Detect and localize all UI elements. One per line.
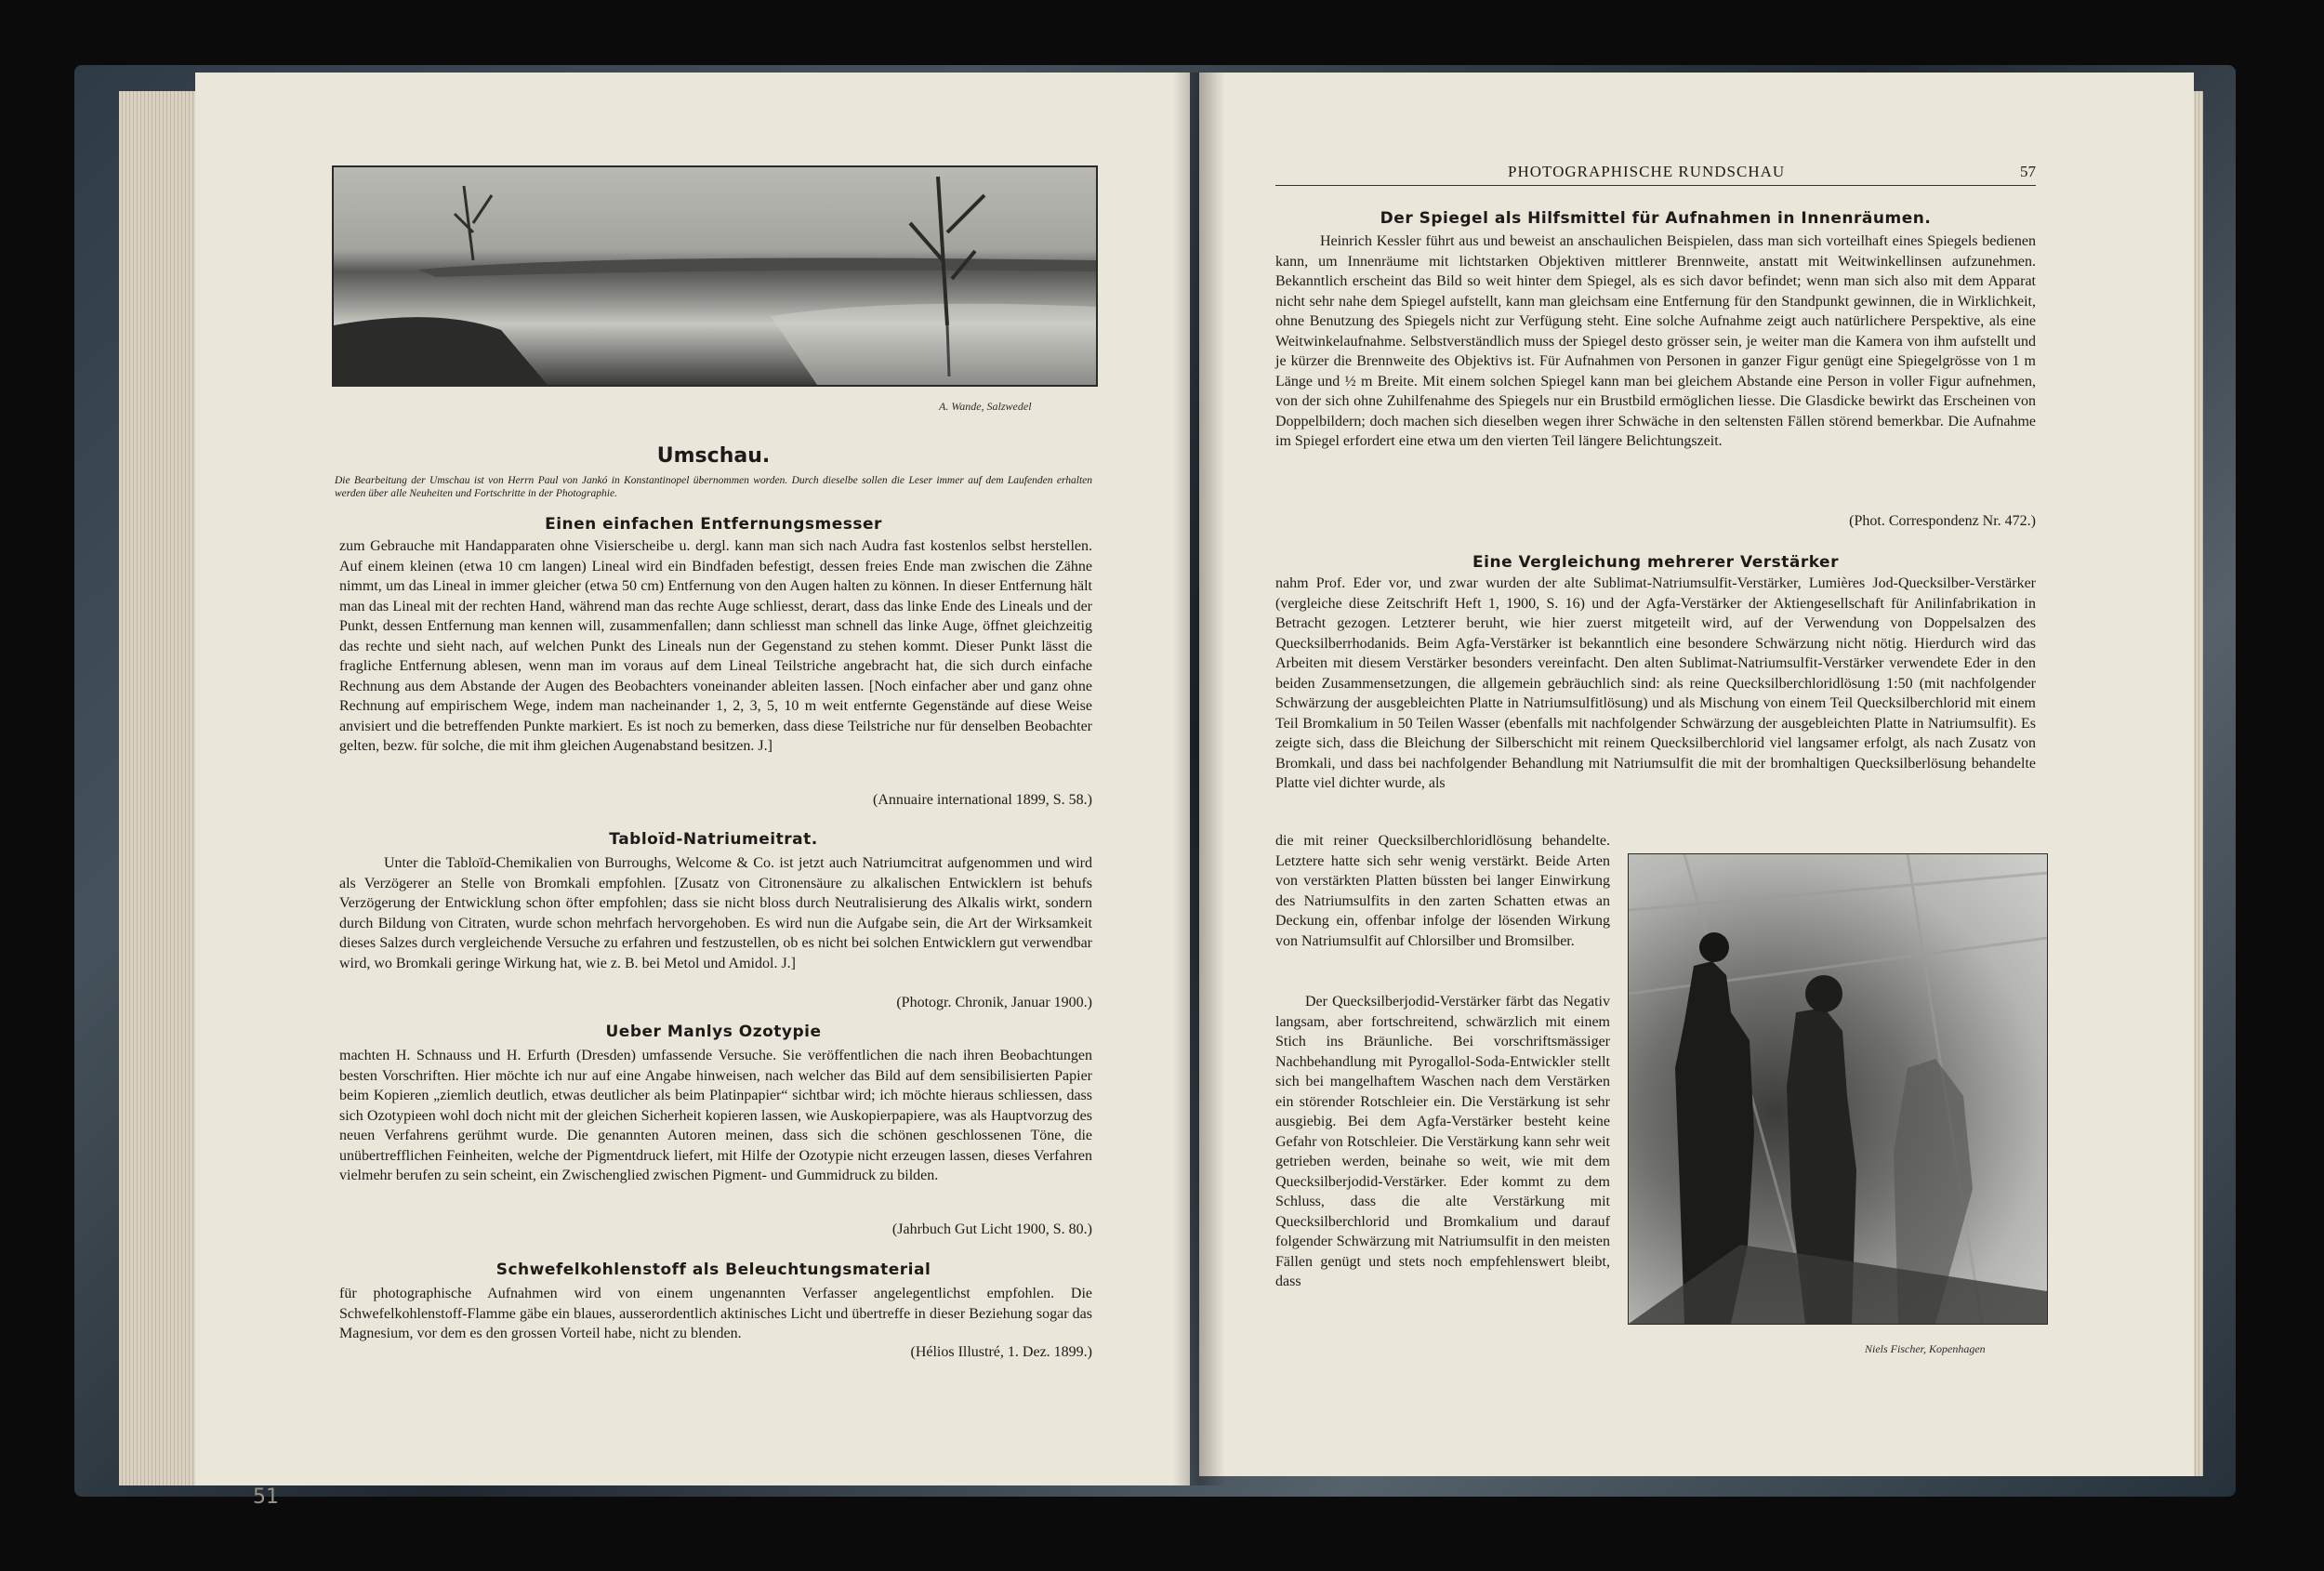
pencil-page-number: 51 [253, 1485, 279, 1509]
article-heading: Ueber Manlys Ozotypie [605, 1023, 822, 1041]
article-source: (Jahrbuch Gut Licht 1900, S. 80.) [891, 1221, 1092, 1237]
article-body: Unter die Tabloïd-Chemikalien von Burroughs, Welcome & Co. ist jetzt auch Natriumcitrat aufgenommen und wird als Verzögerer an Stelle von Bromkali empfohlen. [Zusatz von Citronensäure zu alkalischen Entwicklern ist behufs Verzögerung der Entwicklung schon öfter empfohlen; dass sie nicht bloss durch Neutralisierung des Alkalis wirkt, sondern durch Bildung von Citraten, wurde schon mehrfach hervorgehoben. Es wird nun die Aufgabe sein, die Art der Wirksamkeit dieses Salzes durch vergleichende Versuche zu erfahren und festzustellen, ob es nicht bei solchen Entwicklern gut verwendbar wird, wo Bromkali geringe Wirkung hat, wie z. B. bei Metol und Amidol. J.] [339, 855, 1092, 971]
article-body-column: Der Quecksilberjodid-Verstärker färbt das Negativ langsam, aber fortschreitend, schwärzlich mit einem Stich ins Bräunliche. Bei vorschriftsmässiger Nachbehandlung mit Pyrogallol-Soda-Entwickler stellt sich bei mangelhaftem Waschen nach dem Verstärken ein störender Rotschleier ein. Die Verstärkung ist sehr ausgiebig. Bei dem Agfa-Verstärker besteht keine Gefahr von Rotschleier. Die Verstärkung kann sehr weit getrieben werden, beinahe so weit, wie mit dem Quecksilberjodid-Verstärker. Eder kommt zu dem Schluss, dass die alte Verstärkung mit Quecksilberchlorid und Bromkalium und darauf folgender Schwärzung mit Natriumsulfit in den meisten Fällen genügt und stets noch empfehlenswert bleibt, dass [1275, 994, 1610, 1289]
section-title: Umschau. [656, 444, 771, 468]
page-number: 57 [2020, 163, 2036, 180]
article-source: (Annuaire international 1899, S. 58.) [873, 792, 1092, 808]
article-body: Heinrich Kessler führt aus und beweist an anschaulichen Beispielen, dass man sich vorteilhaft eines Spiegels bedienen kann, um Innenräume mit lichtstarken Objektiven mittlerer Brennweite, anstatt mit Weitwinkellinsen aufzunehmen. Bekanntlich erscheint das Bild so weit hinter dem Spiegel, als es sich davor befindet; wenn man sich also mit dem Apparat nicht sehr nahe dem Spiegel aufstellt, kann man gleichsam eine Entfernung für den Standpunkt gewinnen, die in Wirklichkeit, ohne Benutzung des Spiegels nicht zur Verfügung steht. Eine solche Aufnahme zeigt auch natürlichere Perspektive, als eine Weitwinkelaufnahme. Selbstverständlich muss der Spiegel desto grösser sein, je weiter man die Kamera von ihm aufstellt und je kürzer die Brennweite des Objektivs ist. Für Aufnahmen von Personen in ganzer Figur genügt eine Spiegelgrösse von 1 m Länge und ½ m Breite. Mit einem solchen Spiegel kann man bei gleichem Abstande eine Person in voller Figur aufnehmen, von der sich ohne Zuhilfenahme des Spiegels nur ein Brustbild ermöglichen liesse. Die Glasdicke bewirkt das Erscheinen von Doppelbildern; doch machen sich dieselben wegen ihrer Schwäche in den seltensten Fällen störend bemerkbar. Die Aufnahme im Spiegel erfordert eine etwa um den vierten Teil längere Belichtungszeit. [1275, 233, 2036, 449]
article-source: (Photogr. Chronik, Januar 1900.) [896, 995, 1092, 1010]
article-heading: Eine Vergleichung mehrerer Verstärker [1472, 553, 1839, 572]
article-heading: Der Spiegel als Hilfsmittel für Aufnahmen in Innenräumen. [1380, 209, 1932, 228]
article-source: (Phot. Correspondenz Nr. 472.) [1849, 513, 2036, 529]
article-source: (Hélios Illustré, 1. Dez. 1899.) [910, 1344, 1092, 1360]
article-body-column: die mit reiner Quecksilberchloridlösung behandelte. Letztere hatte sich sehr wenig verstärkt. Beide Arten von verstärkten Platten büssten bei langer Einwirkung des Natriumsulfits in den zarten Schatten etwas an Deckung ein, offenbar infolge der lösenden Wirkung von Natriumsulfit auf Chlorsilber und Bromsilber. [1275, 833, 1610, 949]
landscape-photo [332, 165, 1098, 387]
article-body: machten H. Schnauss und H. Erfurth (Dresden) umfassende Versuche. Sie veröffentlichen die nach ihren Beobachtungen besten Vorschriften. Hier möchte ich nur auf eine Angabe hinweisen, nach welcher das Bild auf dem sensibilisierten Papier beim Kopieren „ziemlich deutlich, etwas deutlicher als beim Platinpapier“ sichtbar wird; ich möchte hieraus schliessen, dass sich Ozotypieen wohl doch nicht mit der gleichen Sicherheit kopieren lassen, wie Auskopierpapiere, was als Hauptvorzug des neuen Verfahrens gerühmt wurde. Die genannten Autoren meinen, dass sich die schönen geschlossenen Töne, die unübertrefflichen Feinheiten, welche der Pigmentdruck liefert, mit Hilfe der Ozotypie nicht erzeugen lassen, dieses Verfahren vielmehr berufen zu sein scheint, ein Zwischenglied zwischen Pigment- und Gummidruck zu bilden. [339, 1048, 1092, 1183]
article-heading: Einen einfachen Entfernungsmesser [545, 515, 882, 534]
editor-note: Die Bearbeitung der Umschau ist von Herrn Paul von Jankó in Konstantinopel übernommen worden. Durch dieselbe sollen die Leser immer auf dem Laufenden erhalten werden über alle Neuheiten und Fortschritte in der Photographie. [335, 475, 1092, 499]
firefighters-photo-caption: Niels Fischer, Kopenhagen [1865, 1342, 1986, 1355]
running-head-title: PHOTOGRAPHISCHE RUNDSCHAU [1508, 163, 1786, 180]
article-heading: Schwefelkohlenstoff als Beleuchtungsmaterial [495, 1261, 931, 1279]
article-heading: Tabloïd-Natriumeitrat. [609, 830, 818, 849]
article-body: zum Gebrauche mit Handapparaten ohne Visierscheibe u. dergl. kann man sich nach Audra fast kostenlos selbst herstellen. Auf einem kleinen (etwa 10 cm langen) Lineal wird ein Bindfaden befestigt, dessen freies Ende man zwischen die Zähne nimmt, um das Lineal in immer gleicher (etwa 50 cm) Entfernung von den Augen halten zu können. In dieser Entfernung hält man das Lineal mit der rechten Hand, während man das rechte Auge schliesst, derart, dass das linke Ende des Lineals und der Punkt, dessen Entfernung man kennen will, zusammenfallen; dann schliesst man schnell das linke Auge, öffnet gleichzeitig das rechte und sieht nach, auf welchen Punkt des Lineals nun der Gegenstand zu stehen kommt. Dieser Punkt lässt die fragliche Entfernung ablesen, wenn man im voraus auf dem Lineal Teilstriche angebracht hat, die sich durch einfache Rechnung aus dem Abstande der Augen des Beobachters voneinander ableiten lassen. [Noch einfacher aber und ganz ohne Rechnung auf empirischem Wege, indem man nacheinander 1, 2, 3, 5, 10 m weit entfernte Gegenstände auf diese Weise anvisiert und die betreffenden Punkte markiert. Es ist noch zu bemerken, dass diese Teilstriche nur für denselben Beobachter gelten, bezw. für solche, die mit ihm gleichen Augenabstand besitzen. J.] [339, 538, 1092, 754]
article-body: für photographische Aufnahmen wird von einem ungenannten Verfasser angelegentlichst empfohlen. Die Schwefelkohlenstoff-Flamme gäbe ein blaues, ausserordentlich aktinisches Licht und übertreffe in dieser Beziehung sogar das Magnesium, vor dem es den grossen Vorteil habe, nicht zu blenden. [339, 1286, 1092, 1341]
running-header [1275, 163, 2036, 186]
landscape-photo-caption: A. Wande, Salzwedel [939, 400, 1032, 413]
book-gutter [1173, 73, 1225, 1485]
article-body: nahm Prof. Eder vor, und zwar wurden der alte Sublimat-Natriumsulfit-Verstärker, Lumières Jod-Quecksilber-Verstärker (vergleiche diese Zeitschrift Heft 1, 1900, S. 16) und der Agfa-Verstärker der Aktiengesellschaft für Anilinfabrikation in Betracht gezogen. Letzterer beruht, wie hier zuerst mitgeteilt wird, auf der Verwendung von Doppelsalzen des Quecksilberrhodanids. Beim Agfa-Verstärker ist bekanntlich eine besondere Schwärzung nicht nötig. Hierdurch wird das Arbeiten mit diesem Verstärker besonders vereinfacht. Den alten Sublimat-Natriumsulfit-Verstärker verwendete Eder in den beiden Zusammensetzungen, die allgemein gebräuchlich sind: als reine Quecksilberchloridlösung 1:50 (mit nachfolgender Schwärzung der ausgebleichten Platte in Natriumsulfitlösung) und als Mischung von einem Teil Quecksilberchlorid mit einem Teil Bromkalium in 50 Teilen Wasser (ebenfalls mit nachfolgender Schwärzung der ausgebleichten Platte in Natriumsulfit). Es zeigte sich, dass die Bleichung der Silberschicht mit reinem Quecksilberchlorid viel langsamer erfolgt, als nach Zusatz von Bromkali, und dass bei nachfolgender Behandlung mit Natriumsulfit die mit der bromhaltigen Quecksilberlösung behandelte Platte viel dichter wurde, als [1275, 575, 2036, 791]
firefighters-photo [1628, 853, 2048, 1325]
